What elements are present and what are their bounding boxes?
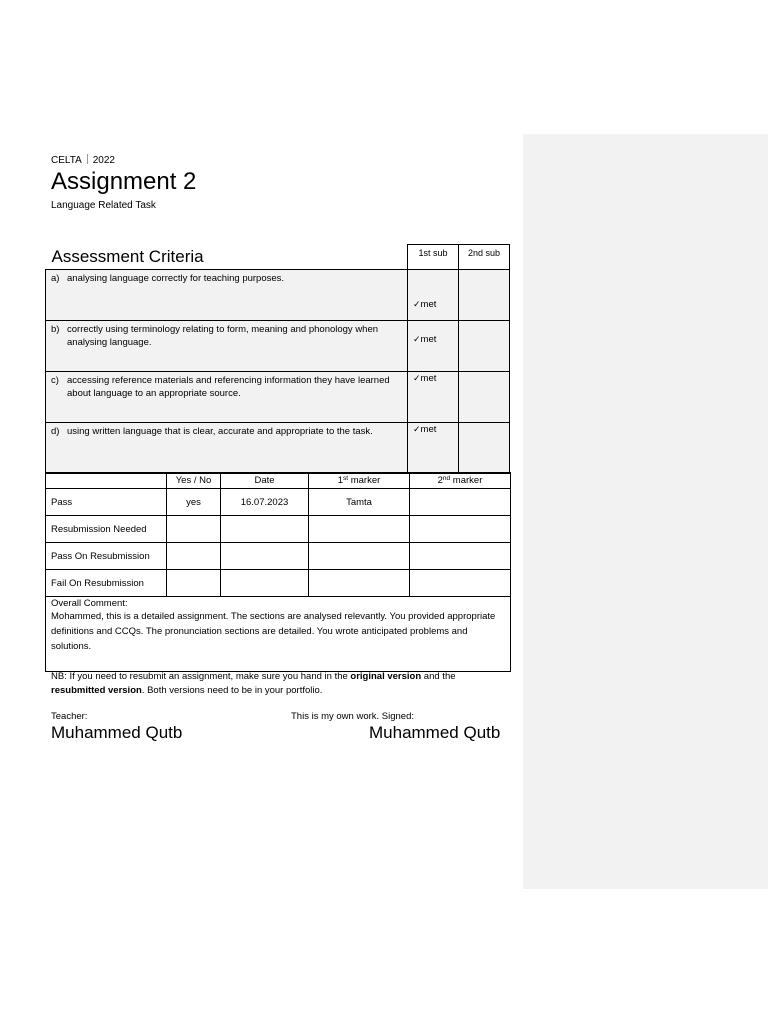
note-text: and the xyxy=(421,671,456,682)
result-marker1 xyxy=(309,543,410,570)
overall-comment-text: Mohammed, this is a detailed assignment. The sections are analysed relevantly. You provided appropriate definitions and CCQs. The pronunciation sections are detailed. You wrote anticipated problems and solutions. xyxy=(51,611,496,652)
criteria-table xyxy=(45,244,510,474)
overall-comment-row xyxy=(46,597,511,672)
result-row xyxy=(46,570,511,597)
result-label: Pass On Resubmission xyxy=(46,543,167,570)
overall-comment-label: Overall Comment: xyxy=(51,598,128,609)
checkmark-icon: ✓ xyxy=(413,300,421,310)
page-subtitle: Language Related Task xyxy=(51,200,156,211)
overall-comment-cell xyxy=(46,597,511,672)
sub1-cell xyxy=(408,270,459,321)
result-label: Resubmission Needed xyxy=(46,516,167,543)
criterion-text-cell xyxy=(46,270,408,321)
criterion-letter: d) xyxy=(51,426,60,437)
own-work-label: This is my own work. Signed: xyxy=(291,711,415,722)
marker1-suffix: st xyxy=(343,475,349,482)
result-yes-no xyxy=(167,543,221,570)
student-signature: Muhammed Qutb xyxy=(369,723,501,742)
teacher-signature: Muhammed Qutb xyxy=(51,723,183,742)
sub2-cell xyxy=(459,270,510,321)
sub1-value: met xyxy=(420,334,437,345)
criterion-letter: c) xyxy=(51,375,59,386)
criterion-text: correctly using terminology relating to form, meaning and phonology when analysing language. xyxy=(67,324,379,348)
sub1-value: met xyxy=(420,299,437,310)
result-row xyxy=(46,543,511,570)
marker2-word: marker xyxy=(452,475,483,486)
result-marker2 xyxy=(410,543,511,570)
course-year: 2022 xyxy=(92,155,115,166)
criterion-row xyxy=(46,270,510,321)
note-bold-original: original version xyxy=(350,671,422,682)
results-table xyxy=(45,472,511,672)
result-marker1 xyxy=(309,516,410,543)
criterion-text: using written language that is clear, accurate and appropriate to the task. xyxy=(67,426,373,437)
result-marker2 xyxy=(410,516,511,543)
col-header-1st-marker xyxy=(309,473,410,489)
course-name: CELTA xyxy=(51,155,82,166)
criterion-text-cell xyxy=(46,423,408,474)
sub2-cell xyxy=(459,321,510,372)
sub1-value: met xyxy=(420,373,437,384)
sub1-cell xyxy=(408,423,459,474)
col-header-date: Date xyxy=(221,473,309,489)
sub2-cell xyxy=(459,372,510,423)
marker1-word: marker xyxy=(350,475,381,486)
checkmark-icon: ✓ xyxy=(413,374,421,384)
result-label: Fail On Resubmission xyxy=(46,570,167,597)
result-yes-no xyxy=(167,516,221,543)
result-marker2 xyxy=(410,570,511,597)
comment-margin-panel xyxy=(523,134,768,889)
col-header-2nd-sub: 2nd sub xyxy=(459,245,510,270)
result-date: 16.07.2023 xyxy=(221,489,309,516)
criterion-text-cell xyxy=(46,321,408,372)
marker1-number: 1 xyxy=(337,475,344,486)
col-header-1st-sub: 1st sub xyxy=(408,245,459,270)
course-line xyxy=(51,154,115,166)
marker2-suffix: nd xyxy=(442,475,451,482)
teacher-label: Teacher: xyxy=(51,711,88,722)
sub1-cell xyxy=(408,321,459,372)
note-text: NB: If you need to resubmit an assignment, make sure you hand in the xyxy=(51,671,351,682)
sub1-value: met xyxy=(420,424,437,435)
results-header-row xyxy=(46,473,511,489)
empty-header-cell xyxy=(46,473,167,489)
result-row xyxy=(46,489,511,516)
page-title: Assignment 2 xyxy=(51,168,197,195)
result-marker1 xyxy=(309,570,410,597)
col-header-yes-no: Yes / No xyxy=(167,473,221,489)
criterion-letter: b) xyxy=(51,324,60,335)
checkmark-icon: ✓ xyxy=(413,425,421,435)
result-date xyxy=(221,543,309,570)
checkmark-icon: ✓ xyxy=(413,335,421,345)
note-text: . Both versions need to be in your portfolio. xyxy=(141,684,323,696)
result-date xyxy=(221,516,309,543)
sub1-cell xyxy=(408,372,459,423)
criterion-row xyxy=(46,423,510,474)
note-bold-resubmitted: resubmitted version xyxy=(51,684,142,696)
col-header-2nd-marker xyxy=(410,473,511,489)
result-yes-no xyxy=(167,570,221,597)
criterion-letter: a) xyxy=(51,273,60,284)
marker2-number: 2 xyxy=(437,475,443,486)
criterion-text: accessing reference materials and referencing information they have learned about language to an appropriate source. xyxy=(67,375,390,399)
criterion-text-cell xyxy=(46,372,408,423)
criterion-row xyxy=(46,321,510,372)
sub2-cell xyxy=(459,423,510,474)
result-label: Pass xyxy=(46,489,167,516)
criterion-text: analysing language correctly for teaching purposes. xyxy=(67,273,285,284)
divider xyxy=(87,154,88,164)
result-yes-no: yes xyxy=(167,489,221,516)
result-marker1: Tamta xyxy=(309,489,410,516)
criterion-row xyxy=(46,372,510,423)
result-row xyxy=(46,516,511,543)
criteria-heading: Assessment Criteria xyxy=(46,245,408,270)
resubmission-note xyxy=(51,670,511,697)
result-date xyxy=(221,570,309,597)
result-marker2 xyxy=(410,489,511,516)
